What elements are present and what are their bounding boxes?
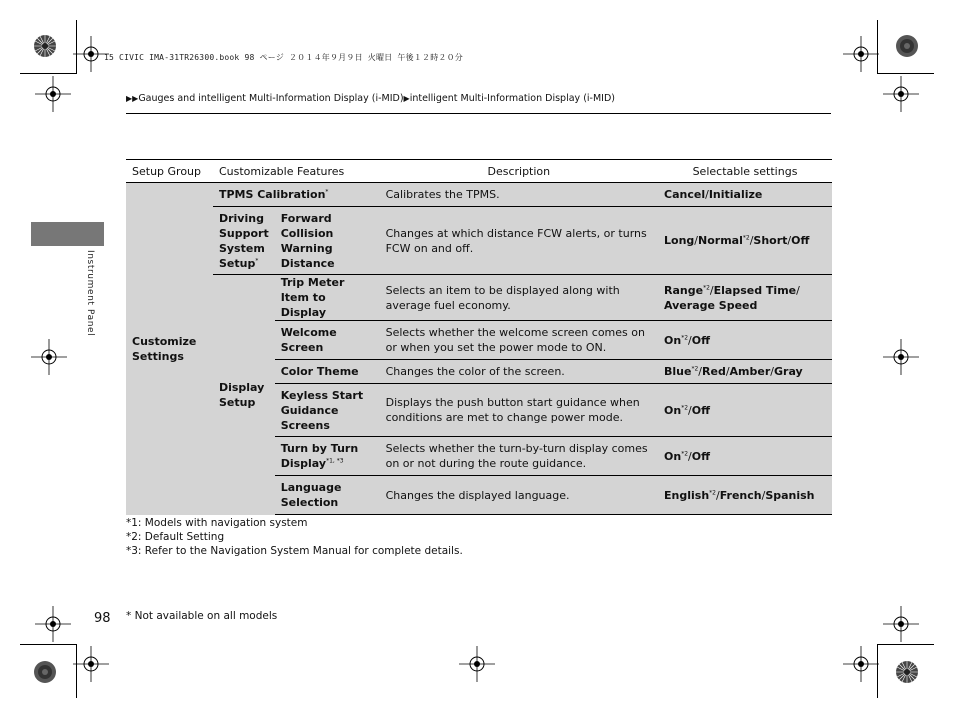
description-cell: Changes the displayed language. [380, 476, 658, 515]
footnotes [126, 516, 463, 558]
section-label: Instrument Panel [85, 250, 95, 337]
crop-line [76, 20, 77, 74]
table-row [126, 207, 832, 275]
description-cell: Changes at which distance FCW alerts, or turns FCW on and off. [380, 207, 658, 275]
description-cell: Selects whether the welcome screen comes on or when you set the power mode to ON. [380, 321, 658, 360]
starburst-mark-icon [895, 660, 919, 684]
registration-mark-icon [843, 36, 879, 72]
page-number: 98 [94, 611, 111, 626]
crop-line [20, 73, 77, 74]
triangle-arrow-icon: ▶▶ [126, 94, 139, 103]
description-cell: Displays the push button start guidance when conditions are met to change power mode. [380, 384, 658, 437]
registration-mark-icon [883, 76, 919, 112]
registration-mark-icon [73, 646, 109, 682]
crop-line [877, 644, 934, 645]
settings-table [126, 159, 832, 515]
header-setup-group: Setup Group [126, 160, 213, 183]
registration-mark-icon [35, 606, 71, 642]
description-cell: Changes the color of the screen. [380, 360, 658, 384]
feature-cell: Language Selection [275, 476, 380, 515]
starburst-mark-icon [895, 34, 919, 58]
crop-line [20, 644, 77, 645]
feature-cell: Trip Meter Item to Display [275, 275, 380, 321]
crop-line [877, 20, 878, 74]
footnote: *2: Default Setting [126, 531, 225, 543]
group-cell: Customize Settings [126, 183, 213, 515]
feature-cell: Forward Collision Warning Distance [275, 207, 380, 275]
starburst-mark-icon [33, 660, 57, 684]
registration-mark-icon [459, 646, 495, 682]
settings-cell: On$^{*2}$/Off [658, 437, 832, 476]
feature-cell: Keyless Start Guidance Screens [275, 384, 380, 437]
settings-cell: Blue$^{*2}$/Red/Amber/Gray [658, 360, 832, 384]
triangle-arrow-icon: ▶ [403, 94, 410, 103]
settings-cell: On$^{*2}$/Off [658, 321, 832, 360]
settings-cell: Long/Normal$^{*2}$/Short/Off [658, 207, 832, 275]
subgroup-cell: TPMS Calibration* [213, 183, 380, 207]
footnote: *1: Models with navigation system [126, 517, 308, 529]
table-header-row [126, 160, 832, 183]
crop-line [877, 73, 934, 74]
subgroup-cell: Display Setup [213, 275, 275, 515]
crop-line [877, 644, 878, 698]
description-cell: Selects an item to be displayed along with average fuel economy. [380, 275, 658, 321]
table-row [126, 275, 832, 321]
settings-cell: Cancel/Initialize [658, 183, 832, 207]
description-cell: Calibrates the TPMS. [380, 183, 658, 207]
header-selectable-settings: Selectable settings [658, 160, 832, 183]
registration-mark-icon [843, 646, 879, 682]
feature-cell: Turn by Turn Display$^{*1, *3}$ [275, 437, 380, 476]
print-info-line: 15 CIVIC IMA-31TR26300.book 98 ページ ２０１４年９月９日 火曜日 午後１２時２０分 [104, 53, 463, 62]
settings-cell: On$^{*2}$/Off [658, 384, 832, 437]
registration-mark-icon [31, 339, 67, 375]
availability-note: * Not available on all models [126, 610, 278, 622]
breadcrumb [126, 93, 615, 104]
table-row [126, 183, 832, 207]
settings-cell: English$^{*2}$/French/Spanish [658, 476, 832, 515]
footnote: *3: Refer to the Navigation System Manual for complete details. [126, 545, 463, 557]
feature-cell: Color Theme [275, 360, 380, 384]
starburst-mark-icon [33, 34, 57, 58]
breadcrumb-item[interactable]: Gauges and intelligent Multi-Information Display (i-MID) [138, 93, 404, 104]
header-description: Description [380, 160, 658, 183]
header-customizable-features: Customizable Features [213, 160, 380, 183]
section-tab [31, 222, 104, 246]
feature-cell: Welcome Screen [275, 321, 380, 360]
registration-mark-icon [883, 606, 919, 642]
breadcrumb-item[interactable]: intelligent Multi-Information Display (i-MID) [409, 93, 615, 104]
settings-cell: Range$^{*2}$/Elapsed Time/ Average Speed [658, 275, 832, 321]
registration-mark-icon [35, 76, 71, 112]
registration-mark-icon [883, 339, 919, 375]
header-rule [126, 113, 831, 114]
subgroup-cell: Driving Support System Setup* [213, 207, 275, 275]
description-cell: Selects whether the turn-by-turn display comes on or not during the route guidance. [380, 437, 658, 476]
crop-line [76, 644, 77, 698]
